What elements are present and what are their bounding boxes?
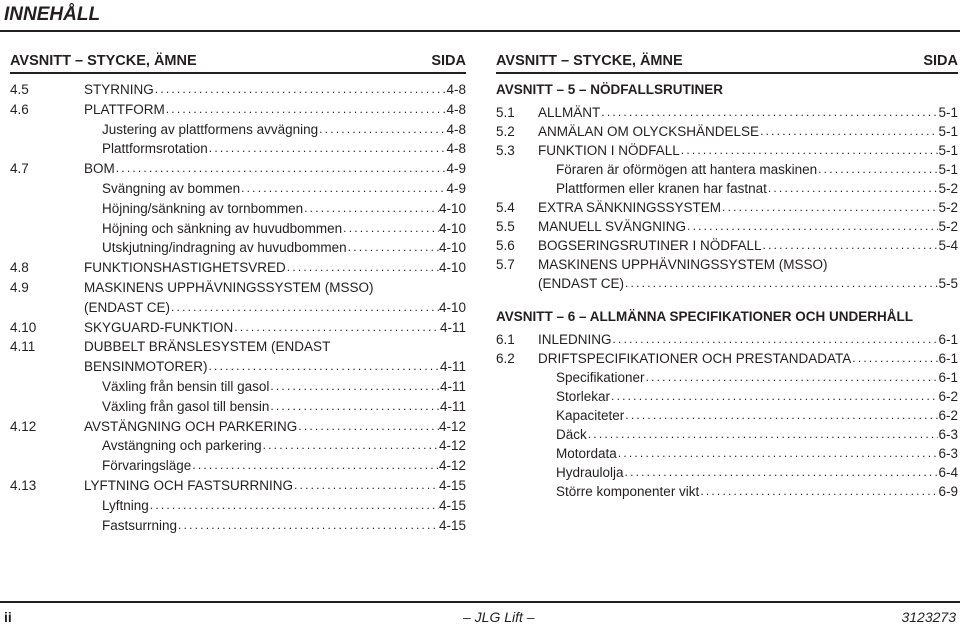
toc-entry — [10, 159, 466, 179]
title-rule — [0, 30, 960, 32]
toc-entry-title: BENSINMOTORER) — [84, 359, 208, 375]
toc-entry — [496, 160, 958, 179]
toc-entry-number: 6.1 — [496, 332, 515, 347]
toc-entry-title: Kapaciteter — [556, 408, 625, 423]
toc-entry-page: 6-1 — [938, 351, 958, 366]
toc-entry-title: ANMÄLAN OM OLYCKSHÄNDELSE — [538, 124, 760, 139]
toc-entry — [496, 463, 958, 482]
toc-entry — [10, 397, 466, 417]
toc-entry — [496, 103, 958, 122]
section-6-heading: AVSNITT – 6 – ALLMÄNNA SPECIFIKATIONER OCH UNDERHÅLL — [496, 309, 914, 324]
toc-entry-number — [496, 387, 556, 406]
toc-entry-title: (ENDAST CE) — [538, 276, 625, 291]
toc-entry — [10, 238, 466, 258]
toc-entry-title: Förvaringsläge — [102, 458, 192, 474]
toc-right-column — [496, 50, 958, 501]
toc-entry — [10, 219, 466, 239]
toc-leader-dots — [240, 179, 446, 199]
toc-entry-title: BOM — [84, 161, 115, 177]
toc-entry-title: Lyftning — [102, 497, 149, 513]
toc-leader-dots — [699, 482, 938, 501]
toc-entry-title: ALLMÄNT — [538, 105, 601, 120]
toc-entry-page: 4-15 — [438, 497, 466, 513]
toc-entry-title: INLEDNING — [538, 332, 612, 347]
toc-entry-page: 4-10 — [438, 260, 466, 276]
toc-entry-page: 4-12 — [438, 438, 466, 454]
column-header — [496, 50, 958, 72]
column-header-label: AVSNITT – STYCKE, ÄMNE — [496, 53, 683, 69]
toc-entry-number: 4.11 — [10, 339, 36, 355]
toc-entry-number — [10, 456, 102, 476]
toc-leader-dots — [293, 476, 439, 496]
toc-entry-number — [496, 444, 556, 463]
toc-entry-number — [10, 179, 102, 199]
toc-entry-number — [10, 139, 102, 159]
toc-entry — [496, 217, 958, 236]
toc-entry — [10, 417, 466, 437]
toc-entry-number: 5.7 — [496, 257, 515, 272]
toc-entry-title: MANUELL SVÄNGNING — [538, 219, 687, 234]
toc-entry-page: 4-11 — [439, 398, 466, 414]
toc-entry-number — [496, 274, 538, 293]
toc-list-section-5 — [496, 103, 958, 293]
toc-entry-number: 5.2 — [496, 124, 515, 139]
toc-entry-number: 6.2 — [496, 351, 515, 366]
toc-entry-number — [10, 496, 102, 516]
toc-leader-dots — [165, 100, 447, 120]
toc-leader-dots — [624, 274, 938, 293]
toc-entry-page: 4-11 — [439, 378, 466, 394]
toc-entry-number — [10, 397, 102, 417]
toc-entry-number — [10, 377, 102, 397]
toc-entry-title: (ENDAST CE) — [84, 299, 171, 315]
toc-leader-dots — [318, 120, 446, 140]
toc-entry — [10, 278, 466, 298]
toc-entry-title: Däck — [556, 427, 587, 442]
toc-entry-page: 4-9 — [446, 180, 466, 196]
toc-entry — [496, 330, 958, 349]
toc-entry-title: Specifikationer — [556, 370, 645, 385]
toc-leader-dots — [347, 238, 439, 258]
toc-entry-page: 4-10 — [438, 240, 466, 256]
toc-leader-dots — [115, 159, 447, 179]
toc-entry-title: MASKINENS UPPHÄVNINGSSYSTEM (MSSO) — [84, 279, 374, 295]
toc-entry-page: 6-9 — [938, 484, 958, 499]
toc-entry-page: 6-2 — [938, 389, 958, 404]
toc-entry — [496, 198, 958, 217]
toc-leader-dots — [767, 179, 939, 198]
toc-entry — [10, 456, 466, 476]
toc-entry-page: 4-10 — [438, 220, 466, 236]
toc-entry-number: 5.4 — [496, 200, 515, 215]
toc-entry-number — [10, 120, 102, 140]
column-header-label: AVSNITT – STYCKE, ÄMNE — [10, 53, 197, 69]
toc-leader-dots — [612, 330, 939, 349]
toc-entry-number: 5.5 — [496, 219, 515, 234]
toc-entry-title: AVSTÄNGNING OCH PARKERING — [84, 418, 298, 434]
toc-entry-title: Motordata — [556, 446, 617, 461]
toc-entry-number — [10, 298, 84, 318]
toc-entry-title: PLATTFORM — [84, 101, 165, 117]
toc-entry-page: 6-3 — [938, 427, 958, 442]
toc-entry — [496, 274, 958, 293]
toc-entry-number — [10, 516, 102, 536]
toc-entry — [10, 199, 466, 219]
toc-entry-page: 5-1 — [938, 162, 958, 177]
toc-entry-title: Höjning och sänkning av huvudbommen — [102, 220, 343, 236]
toc-entry — [496, 349, 958, 368]
toc-leader-dots — [851, 349, 938, 368]
toc-entry — [496, 444, 958, 463]
toc-entry-number: 4.13 — [10, 477, 37, 493]
toc-leader-dots — [170, 298, 439, 318]
toc-entry-page: 5-4 — [938, 238, 958, 253]
toc-leader-dots — [587, 425, 939, 444]
toc-leader-dots — [686, 217, 938, 236]
toc-leader-dots — [610, 387, 938, 406]
column-header — [10, 50, 466, 72]
toc-entry — [496, 368, 958, 387]
toc-entry-title: EXTRA SÄNKNINGSSYSTEM — [538, 200, 722, 215]
toc-entry-page: 4-8 — [446, 141, 466, 157]
toc-entry-page: 5-5 — [938, 276, 958, 291]
toc-entry — [496, 387, 958, 406]
toc-entry-title: MASKINENS UPPHÄVNINGSSYSTEM (MSSO) — [538, 257, 828, 272]
toc-entry-title: Växling från bensin till gasol — [102, 378, 270, 394]
toc-entry-number — [496, 463, 556, 482]
toc-leader-dots — [624, 406, 938, 425]
toc-leader-dots — [817, 160, 938, 179]
footer-doc-number: 3123273 — [901, 609, 956, 625]
toc-entry-page: 5-1 — [938, 105, 958, 120]
toc-leader-dots — [721, 198, 938, 217]
toc-entry — [496, 179, 958, 198]
toc-entry — [10, 100, 466, 120]
toc-entry-title: FUNKTIONSHASTIGHETSVRED — [84, 260, 286, 276]
toc-entry — [10, 337, 466, 357]
toc-entry-title: DUBBELT BRÄNSLESYSTEM (ENDAST — [84, 339, 331, 355]
toc-entry-number: 4.12 — [10, 418, 37, 434]
toc-entry-number: 5.1 — [496, 105, 515, 120]
toc-entry-page: 4-8 — [446, 121, 466, 137]
toc-leader-dots — [208, 357, 440, 377]
toc-entry-title: Justering av plattformens avvägning — [102, 121, 319, 137]
toc-entry-title: Hydraulolja — [556, 465, 624, 480]
toc-entry-page: 5-2 — [938, 200, 958, 215]
toc-entry-number: 4.5 — [10, 82, 29, 97]
toc-entry-page: 4-12 — [438, 418, 466, 434]
footer-page-number: ii — [4, 609, 12, 625]
toc-entry-number: 4.10 — [10, 319, 37, 335]
toc-leader-dots — [262, 436, 439, 456]
toc-entry-number — [10, 219, 102, 239]
toc-leader-dots — [645, 368, 939, 387]
toc-entry-page: 4-10 — [438, 200, 466, 216]
toc-entry-title: Växling från gasol till bensin — [102, 398, 270, 414]
toc-leader-dots — [149, 496, 439, 516]
column-header-page: SIDA — [431, 53, 466, 69]
toc-entry — [10, 298, 466, 318]
toc-entry-page: 4-8 — [446, 82, 466, 97]
toc-entry-number: 5.3 — [496, 143, 515, 158]
toc-entry-page: 4-12 — [438, 458, 466, 474]
toc-entry — [496, 122, 958, 141]
toc-leader-dots — [286, 258, 439, 278]
toc-entry — [10, 258, 466, 278]
toc-entry-number — [496, 482, 556, 501]
toc-leader-dots — [208, 139, 447, 159]
page-footer — [0, 606, 960, 628]
toc-entry-title: Fastsurrning — [102, 517, 178, 533]
toc-entry-page: 4-11 — [439, 319, 466, 335]
toc-leader-dots — [762, 236, 939, 255]
toc-leader-dots — [617, 444, 939, 463]
toc-entry — [10, 80, 466, 100]
toc-leader-dots — [297, 417, 439, 437]
column-header-page: SIDA — [923, 53, 958, 69]
column-header-rule — [10, 72, 466, 74]
toc-entry-page: 6-3 — [938, 446, 958, 461]
toc-leader-dots — [342, 219, 439, 239]
toc-leader-dots — [269, 397, 440, 417]
toc-leader-dots — [177, 516, 439, 536]
toc-entry — [10, 357, 466, 377]
toc-left-column — [10, 50, 466, 535]
toc-entry — [10, 318, 466, 338]
column-header-rule — [496, 72, 958, 74]
toc-entry-title: Större komponenter vikt — [556, 484, 700, 499]
toc-entry-number — [10, 199, 102, 219]
toc-leader-dots — [600, 103, 938, 122]
toc-entry-title: Föraren är oförmögen att hantera maskinen — [556, 162, 818, 177]
toc-entry-page: 4-8 — [446, 101, 466, 117]
toc-entry — [10, 436, 466, 456]
toc-entry-title: Utskjutning/indragning av huvudbommen — [102, 240, 347, 256]
toc-entry-page: 4-10 — [438, 299, 466, 315]
toc-entry-number — [10, 357, 84, 377]
toc-entry-number: 5.6 — [496, 238, 515, 253]
toc-entry-page: 4-15 — [438, 477, 466, 493]
toc-leader-dots — [269, 377, 440, 397]
toc-entry-title: Plattformen eller kranen har fastnat — [556, 181, 767, 196]
toc-entry-page: 5-1 — [938, 124, 958, 139]
toc-entry — [10, 476, 466, 496]
toc-entry — [496, 141, 958, 160]
toc-entry — [496, 406, 958, 425]
toc-entry — [10, 377, 466, 397]
toc-entry-number — [10, 238, 102, 258]
toc-entry — [496, 482, 958, 501]
toc-entry-number: 4.8 — [10, 260, 29, 276]
toc-entry — [496, 255, 958, 274]
toc-list-section-6 — [496, 330, 958, 501]
toc-entry-number: 4.9 — [10, 279, 29, 295]
toc-entry-title: DRIFTSPECIFIKATIONER OCH PRESTANDADATA — [538, 351, 852, 366]
toc-entry-number: 4.6 — [10, 101, 29, 117]
toc-entry-title: LYFTNING OCH FASTSURRNING — [84, 477, 294, 493]
toc-entry-title: FUNKTION I NÖDFALL — [538, 143, 680, 158]
toc-leader-dots — [624, 463, 939, 482]
toc-leader-dots — [303, 199, 439, 219]
toc-leader-dots — [680, 141, 939, 160]
toc-entry-title: Storlekar — [556, 389, 611, 404]
toc-entry-number — [496, 406, 556, 425]
toc-entry-title: Avstängning och parkering — [102, 438, 262, 454]
toc-entry-page: 6-1 — [938, 370, 958, 385]
toc-leader-dots — [154, 80, 447, 100]
toc-entry-title: Höjning/sänkning av tornbommen — [102, 200, 304, 216]
toc-entry-number — [496, 179, 556, 198]
toc-leader-dots — [759, 122, 938, 141]
toc-entry-number — [10, 436, 102, 456]
toc-entry-page: 6-4 — [938, 465, 958, 480]
toc-entry-page: 4-15 — [438, 517, 466, 533]
toc-entry-title: Svängning av bommen — [102, 180, 241, 196]
section-5-heading: AVSNITT – 5 – NÖDFALLSRUTINER — [496, 82, 724, 97]
toc-entry-number: 4.7 — [10, 161, 29, 177]
toc-entry-page: 5-2 — [938, 219, 958, 234]
toc-entry — [10, 496, 466, 516]
toc-entry-page: 4-9 — [446, 161, 466, 177]
toc-list-left — [10, 80, 466, 535]
toc-entry — [10, 179, 466, 199]
toc-leader-dots — [233, 318, 440, 338]
toc-entry-title: Plattformsrotation — [102, 141, 208, 157]
toc-entry-title: STYRNING — [84, 82, 154, 97]
toc-entry-page: 5-2 — [938, 181, 958, 196]
toc-entry-number — [496, 425, 556, 444]
toc-entry-page: 4-11 — [439, 359, 466, 375]
toc-entry-page: 6-1 — [938, 332, 958, 347]
toc-entry — [10, 139, 466, 159]
toc-leader-dots — [191, 456, 439, 476]
page-title: INNEHÅLL — [4, 4, 101, 25]
footer-rule — [0, 601, 960, 603]
toc-entry — [496, 425, 958, 444]
toc-entry-number — [496, 368, 556, 387]
footer-brand: – JLG Lift – — [463, 609, 535, 625]
toc-entry-page: 6-2 — [938, 408, 958, 423]
toc-entry-title: SKYGUARD-FUNKTION — [84, 319, 234, 335]
toc-entry-number — [496, 160, 556, 179]
toc-entry — [10, 120, 466, 140]
toc-entry-page: 5-1 — [938, 143, 958, 158]
toc-entry-title: BOGSERINGSRUTINER I NÖDFALL — [538, 238, 762, 253]
toc-entry — [496, 236, 958, 255]
toc-entry — [10, 516, 466, 536]
